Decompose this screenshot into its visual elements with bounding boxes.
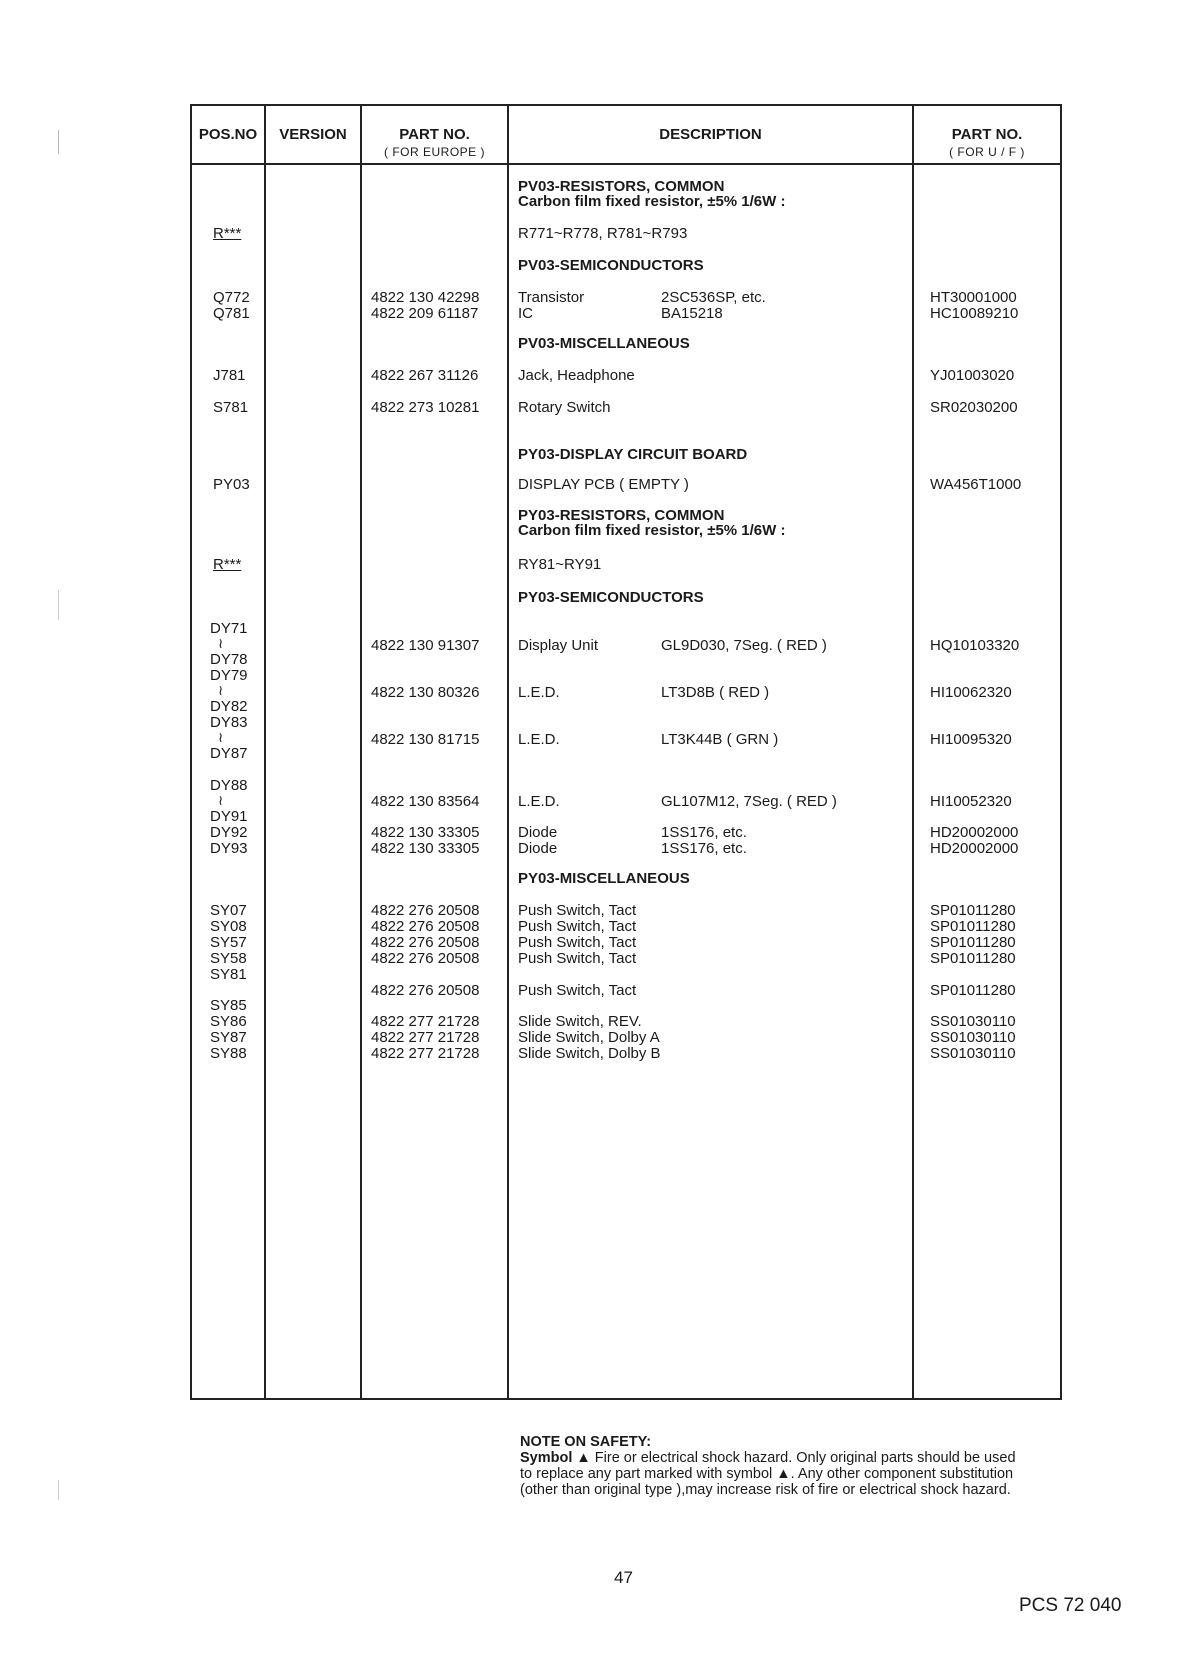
table-row-spec: LT3D8B ( RED ) <box>661 684 770 701</box>
table-row-desc: L.E.D. <box>518 731 560 748</box>
range-tilde: ≀ <box>218 729 224 745</box>
table-row-desc: L.E.D. <box>518 684 560 701</box>
table-row-pos: SY85 <box>210 997 247 1014</box>
column-divider <box>360 104 362 1400</box>
table-row-desc: Diode <box>518 840 558 857</box>
table-row-pos: SY57 <box>210 934 247 951</box>
header-part-no-uf: PART NO. ( FOR U / F ) <box>949 126 1025 159</box>
table-row-uf: YJ01003020 <box>930 367 1015 384</box>
table-row-desc: DISPLAY PCB ( EMPTY ) <box>518 476 689 493</box>
column-divider <box>912 104 914 1400</box>
scan-mark <box>58 590 59 620</box>
table-row-spec: LT3K44B ( GRN ) <box>661 731 779 748</box>
table-row-spec: 2SC536SP, etc. <box>661 289 766 306</box>
column-divider <box>264 104 266 1400</box>
range-tilde: ≀ <box>218 635 224 651</box>
table-row-desc: L.E.D. <box>518 793 560 810</box>
table-row-part: 4822 130 81715 <box>371 731 480 748</box>
table-row-pos: SY81 <box>210 966 247 983</box>
table-row-uf: HQ10103320 <box>930 637 1020 654</box>
warning-triangle-icon: ▲ <box>776 1466 791 1482</box>
table-row-desc: Diode <box>518 824 558 841</box>
table-row-desc: Push Switch, Tact <box>518 934 637 951</box>
table-row-pos-end: DY87 <box>210 745 248 762</box>
table-row-desc: Slide Switch, Dolby A <box>518 1029 660 1046</box>
table-row-desc: RY81~RY91 <box>518 556 602 573</box>
table-row-uf: SR02030200 <box>930 399 1018 416</box>
table-row-part: 4822 209 61187 <box>371 305 479 322</box>
section-title: PY03-MISCELLANEOUS <box>518 870 690 887</box>
table-row-pos-start: DY83 <box>210 714 248 731</box>
table-row-uf: HD20002000 <box>930 840 1019 857</box>
table-row-pos-end: DY82 <box>210 698 248 715</box>
table-row-pos: R*** <box>213 556 242 573</box>
safety-note-title: NOTE ON SAFETY: <box>520 1434 652 1450</box>
table-row-uf: HT30001000 <box>930 289 1017 306</box>
table-row-part: 4822 276 20508 <box>371 982 480 999</box>
table-row-pos: PY03 <box>213 476 250 493</box>
table-row-spec: GL107M12, 7Seg. ( RED ) <box>661 793 837 810</box>
safety-note-line: to replace any part marked with symbol ▲. Any other component substitution <box>520 1466 1014 1482</box>
table-row-spec: 1SS176, etc. <box>661 840 747 857</box>
table-row-spec: GL9D030, 7Seg. ( RED ) <box>661 637 827 654</box>
table-row-pos-start: DY88 <box>210 777 248 794</box>
table-row-uf: HI10052320 <box>930 793 1012 810</box>
table-row-desc: Push Switch, Tact <box>518 950 637 967</box>
range-tilde: ≀ <box>218 792 224 808</box>
document-code: PCS 72 040 <box>1019 1595 1122 1616</box>
table-row-part: 4822 130 83564 <box>371 793 480 810</box>
table-row-pos: Q772 <box>213 289 250 306</box>
table-row-part: 4822 130 42298 <box>371 289 480 306</box>
table-row-uf: WA456T1000 <box>930 476 1022 493</box>
table-row-pos: SY08 <box>210 918 247 935</box>
table-row-part: 4822 273 10281 <box>371 399 480 416</box>
scan-mark <box>58 1480 59 1500</box>
column-divider <box>507 104 509 1400</box>
table-row-pos-start: DY71 <box>210 620 248 637</box>
section-subtitle: Carbon film fixed resistor, ±5% 1/6W : <box>518 193 786 210</box>
table-row-pos: DY93 <box>210 840 248 857</box>
table-row-desc: Display Unit <box>518 637 599 654</box>
table-row-pos: SY87 <box>210 1029 247 1046</box>
table-row-part: 4822 130 91307 <box>371 637 480 654</box>
table-row-desc: Slide Switch, Dolby B <box>518 1045 661 1062</box>
table-row-part: 4822 277 21728 <box>371 1029 480 1046</box>
table-row-uf: HI10095320 <box>930 731 1012 748</box>
table-row-pos: R*** <box>213 225 242 242</box>
table-row-uf: HI10062320 <box>930 684 1012 701</box>
safety-note <box>520 1434 1016 1498</box>
page-number: 47 <box>614 1568 633 1587</box>
table-row-part: 4822 276 20508 <box>371 902 480 919</box>
table-row-uf: SP01011280 <box>930 934 1016 951</box>
range-tilde: ≀ <box>218 682 224 698</box>
table-row-part: 4822 276 20508 <box>371 950 480 967</box>
header-divider <box>190 163 1062 165</box>
section-title: PY03-DISPLAY CIRCUIT BOARD <box>518 446 748 463</box>
table-row-uf: SS01030110 <box>930 1029 1016 1046</box>
section-subtitle: Carbon film fixed resistor, ±5% 1/6W : <box>518 522 786 539</box>
table-row-desc: Push Switch, Tact <box>518 918 637 935</box>
table-row-uf: SS01030110 <box>930 1013 1016 1030</box>
table-row-desc: IC <box>518 305 533 322</box>
section-title: PY03-RESISTORS, COMMON <box>518 507 725 524</box>
table-row-desc: R771~R778, R781~R793 <box>518 225 688 242</box>
table-row-desc: Slide Switch, REV. <box>518 1013 642 1030</box>
header-version: VERSION <box>279 126 347 143</box>
safety-note-line: (other than original type ),may increase risk of fire or electrical shock hazard. <box>520 1482 1011 1498</box>
header-part-no-europe: PART NO. ( FOR EUROPE ) <box>383 126 485 159</box>
table-row-part: 4822 130 33305 <box>371 840 480 857</box>
table-row-part: 4822 276 20508 <box>371 934 480 951</box>
table-row-pos: SY88 <box>210 1045 247 1062</box>
table-row-pos: J781 <box>213 367 246 384</box>
table-row-part: 4822 130 33305 <box>371 824 480 841</box>
table-row-uf: HC10089210 <box>930 305 1019 322</box>
table-row-uf: SS01030110 <box>930 1045 1016 1062</box>
table-row-pos: SY07 <box>210 902 247 919</box>
table-row-pos: SY86 <box>210 1013 247 1030</box>
table-row-desc: Push Switch, Tact <box>518 982 637 999</box>
table-row-spec: BA15218 <box>661 305 723 322</box>
table-row-pos: S781 <box>213 399 249 416</box>
table-row-pos: SY58 <box>210 950 247 967</box>
table-row-uf: SP01011280 <box>930 918 1016 935</box>
table-row-uf: SP01011280 <box>930 950 1016 967</box>
table-row-part: 4822 267 31126 <box>371 367 479 384</box>
table-row-uf: SP01011280 <box>930 982 1016 999</box>
table-row-pos-end: DY78 <box>210 651 248 668</box>
table-row-desc: Transistor <box>518 289 585 306</box>
warning-triangle-icon: ▲ <box>576 1450 591 1466</box>
table-row-part: 4822 130 80326 <box>371 684 480 701</box>
table-row-desc: Jack, Headphone <box>518 367 635 384</box>
table-row-pos: DY92 <box>210 824 248 841</box>
header-pos-no: POS.NO <box>198 126 258 143</box>
table-row-pos-end: DY91 <box>210 808 248 825</box>
scan-mark <box>58 130 59 154</box>
section-title: PV03-MISCELLANEOUS <box>518 335 690 352</box>
table-row-pos: Q781 <box>213 305 250 322</box>
section-title: PV03-RESISTORS, COMMON <box>518 178 725 195</box>
section-title: PV03-SEMICONDUCTORS <box>518 257 704 274</box>
table-row-part: 4822 277 21728 <box>371 1045 480 1062</box>
table-row-desc: Rotary Switch <box>518 399 611 416</box>
table-row-part: 4822 276 20508 <box>371 918 480 935</box>
table-row-spec: 1SS176, etc. <box>661 824 747 841</box>
safety-note-line: Symbol ▲ Fire or electrical shock hazard. Only original parts should be used <box>520 1450 1016 1466</box>
section-title: PY03-SEMICONDUCTORS <box>518 589 704 606</box>
table-row-uf: HD20002000 <box>930 824 1019 841</box>
table-row-pos-start: DY79 <box>210 667 248 684</box>
table-row-desc: Push Switch, Tact <box>518 902 637 919</box>
table-row-part: 4822 277 21728 <box>371 1013 480 1030</box>
table-row-uf: SP01011280 <box>930 902 1016 919</box>
header-description: DESCRIPTION <box>659 126 762 143</box>
